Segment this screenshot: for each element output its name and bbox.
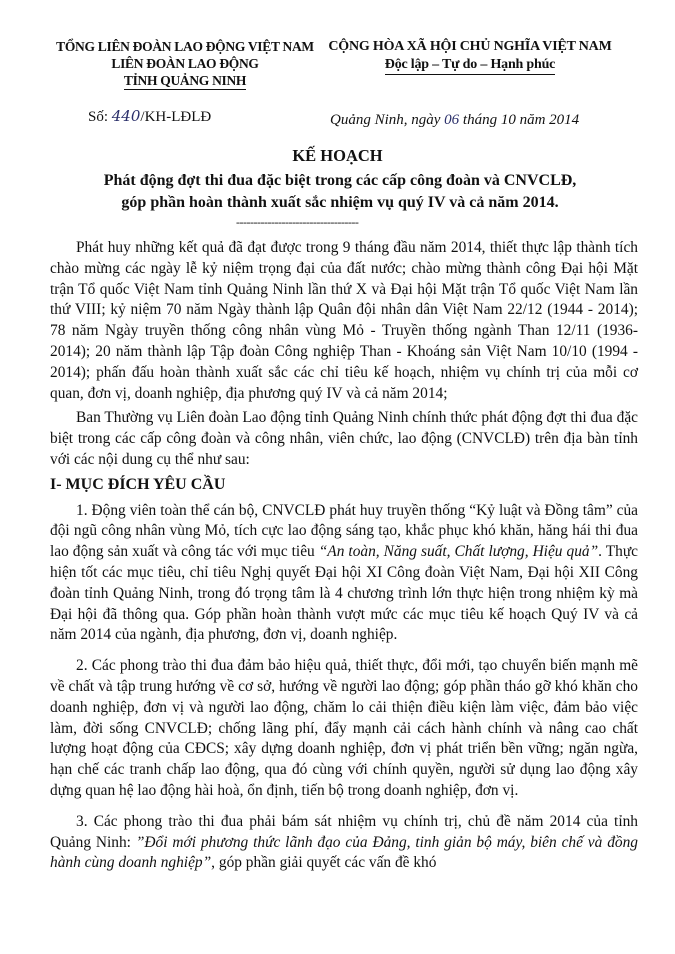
document-date — [330, 112, 579, 129]
section-1-heading: I- MỤC ĐÍCH YÊU CẦU — [50, 475, 226, 493]
doc-number-prefix: Số: — [88, 109, 109, 125]
separator-line: ----------------------------------- — [236, 215, 359, 229]
date-suffix: tháng 10 năm 2014 — [462, 112, 580, 128]
issuing-agency-header — [40, 38, 330, 90]
document-body — [50, 238, 638, 878]
national-motto: Độc lập – Tự do – Hạnh phúc — [385, 56, 555, 75]
date-day-handwritten: 06 — [444, 112, 460, 128]
agency-line-2: LIÊN ĐOÀN LAO ĐỘNG — [111, 56, 259, 71]
subtitle-line-2: góp phần hoàn thành xuất sắc nhiệm vụ quý IV và cả năm 2014. — [121, 194, 559, 211]
national-title: CỘNG HÒA XÃ HỘI CHỦ NGHĨA VIỆT NAM — [328, 39, 612, 54]
item-3-text-a: 3. Các phong trào thi đua phải bám sát nhiệm vụ chính trị, chủ đề năm 2014 của tỉnh Quảng Ninh: — [50, 812, 638, 851]
agency-line-1: TỔNG LIÊN ĐOÀN LAO ĐỘNG VIỆT NAM — [56, 39, 314, 54]
item-1-text-b: . Thực hiện tốt các mục tiêu, chỉ tiêu Nghị quyết Đại hội XI Công đoàn Việt Nam, Đại hội XII Công đoàn tỉnh Quảng Ninh, trong đó trọng tâm là 4 chương trình lớn thực hiện trong nhiệm kỳ mà Đại hội đã thông qua. Góp phần hoàn thành vượt mức các mục tiêu kế hoạch Quý IV và cả năm 2014 của ngành, địa phương, đơn vị, doanh nghiệp. — [50, 543, 638, 644]
item-3-italic: ”Đổi mới phương thức lãnh đạo của Đảng, tinh giản bộ máy, biên chế và đồng hành cùng doanh nghiệp” — [50, 833, 638, 872]
document-number — [88, 107, 211, 126]
document-subtitle — [55, 170, 625, 214]
national-header — [325, 38, 615, 75]
intro-paragraph: Phát huy những kết quả đã đạt được trong 9 tháng đầu năm 2014, thiết thực lập thành tích chào mừng các ngày lễ kỷ niệm trọng đại của đất nước; chào mừng thành công Đại hội Mặt trận Tổ quốc Việt Nam tỉnh Quảng Ninh lần thứ X và Đại hội Mặt trận Tổ quốc Việt Nam lần thứ VIII; kỷ niệm 70 năm Ngày thành lập Quân đội nhân dân Việt Nam 22/12 (1944 - 2014); 78 năm Ngày truyền thống công nhân vùng Mỏ - Truyền thống ngành Than 12/11 (1936- 2014); 20 năm thành lập Tập đoàn Công nghiệp Than - Khoáng sản Việt Nam 10/10 (1994 - 2014); phấn đấu hoàn thành xuất sắc các chỉ tiêu kế hoạch, nhiệm vụ chính trị của mỗi cơ quan, đơn vị, doanh nghiệp, địa phương quý IV và cả năm 2014; — [50, 239, 638, 402]
item-1-italic: “An toàn, Năng suất, Chất lượng, Hiệu quả” — [318, 543, 599, 561]
item-1-paragraph — [50, 501, 638, 647]
date-prefix: Quảng Ninh, ngày — [330, 112, 441, 128]
announcement-paragraph: Ban Thường vụ Liên đoàn Lao động tỉnh Quảng Ninh chính thức phát động đợt thi đua đặc biệt trong các cấp công đoàn và công nhân, viên chức, lao động (CNVCLĐ) trên địa bàn tỉnh với các nội dung cụ thể như sau: — [50, 409, 638, 468]
item-1-text-a: 1. Động viên toàn thể cán bộ, CNVCLĐ phát huy truyền thống “Kỷ luật và Đồng tâm” của đội ngũ công nhân vùng Mỏ, tích cực lao động sáng tạo, khắc phục khó khăn, hăng hái thi đua lao động sản xuất và công tác với mục tiêu — [50, 501, 638, 561]
item-3-text-b: , góp phần giải quyết các vấn đề khó — [211, 854, 437, 872]
item-2-paragraph: 2. Các phong trào thi đua đảm bảo hiệu quả, thiết thực, đổi mới, tạo chuyển biến mạnh mẽ về chất và tập trung hướng về cơ sở, hướng về người lao động; góp phần tháo gỡ khó khăn cho doanh nghiệp, đơn vị và người lao động, chăm lo cải thiện điều kiện làm việc, đảm bảo việc làm, đời sống CNVCLĐ; chống lãng phí, đẩy mạnh cải cách hành chính và nâng cao chất lượng hoạt động của CĐCS; xây dựng doanh nghiệp, đơn vị phát triển bền vững; ngăn ngừa, hạn chế các tranh chấp lao động, qua đó cùng với chính quyền, người sử dụng lao động xây dựng quan hệ lao động hài hoà, ổn định, tiến bộ trong doanh nghiệp, đơn vị. — [50, 657, 638, 799]
doc-number-suffix: /KH-LĐLĐ — [140, 109, 212, 125]
subtitle-line-1: Phát động đợt thi đua đặc biệt trong các cấp công đoàn và CNVCLĐ, — [103, 172, 577, 189]
doc-number-handwritten: 440 — [111, 107, 141, 125]
agency-line-3: TỈNH QUẢNG NINH — [123, 73, 247, 88]
document-title: KẾ HOẠCH — [292, 146, 383, 165]
item-3-paragraph — [50, 812, 638, 874]
